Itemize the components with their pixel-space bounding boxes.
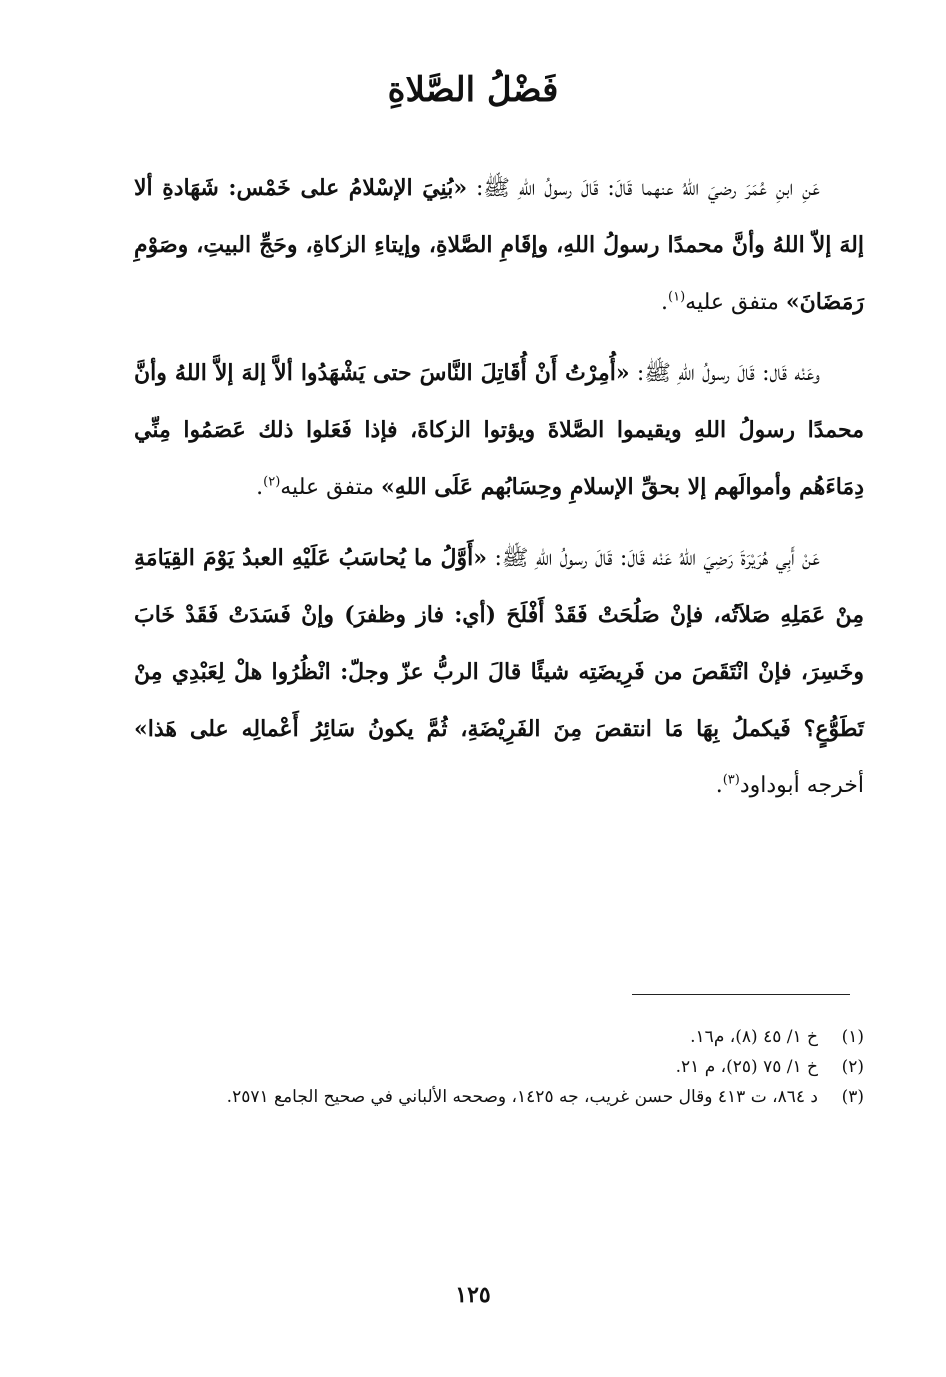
footnote-number: (٢): [841, 1057, 864, 1077]
hadith-quote: «أَوَّلُ ما يُحاسَبُ عَلَيْهِ العبدُ يَوْمَ القِيَامَةِ مِنْ عَمَلِهِ صَلاَتُه، فإنْ صَلُحَتْ فَقَدْ أَفْلَحَ (أي: فاز وظفرَ) وإنْ فَسَدَتْ فَقَدْ خَابَ وخَسِرَ، فإنْ انْتَقَصَ من فَرِيضَتِه شيئًا قالَ الربُّ عزّ وجلّ: انْظُرُوا هلْ لِعَبْدِي مِنْ تَطَوُّعٍ؟ فَيكملُ بِهَا مَا انتقصَ مِنَ الفَرِيْضَةِ، ثُمَّ يكونُ سَائِرُ أَعْمالِه على هَذا»: [134, 545, 864, 742]
footnote-item: [134, 1022, 864, 1052]
chapter-title: فَضْلُ الصَّلاةِ: [387, 70, 559, 110]
hadith-paragraph-2: [134, 345, 864, 516]
sentence-end: .: [661, 290, 669, 315]
hadith-paragraph-3: [134, 530, 864, 814]
footnote-reference: (١): [668, 289, 686, 305]
footnote-reference: (٢): [263, 474, 281, 490]
narration-intro: عَنْ أَبِي هُرَيْرَةَ رَضِيَ اللهُ عَنْه قَالَ: قَالَ رسولُ اللهِ ﷺ:: [487, 546, 820, 571]
sentence-end: .: [256, 475, 264, 500]
hadith-paragraph-1: [134, 160, 864, 331]
narration-intro: وعَنْه قَال: قَالَ رسولُ اللهِ ﷺ:: [629, 361, 820, 386]
hadith-source: متفق عليه: [685, 290, 786, 315]
footnote-item: [134, 1052, 864, 1082]
hadith-source: متفق عليه: [280, 475, 381, 500]
footnotes-section: [134, 1022, 864, 1112]
footnote-item: [134, 1082, 864, 1112]
narration-intro: عَنِ ابنِ عُمَرَ رضيَ اللهُ عنهما قَالَ: قَالَ رسولُ اللهِ ﷺ:: [467, 176, 821, 201]
footnote-number: (٣): [841, 1087, 864, 1107]
footnote-text: خ ١/ ٧٥ (٢٥)، م ٢١.: [675, 1057, 818, 1077]
footnote-number: (١): [841, 1027, 864, 1047]
footnote-text: خ ١/ ٤٥ (٨)، م١٦.: [690, 1027, 818, 1047]
body-text: [134, 160, 864, 828]
hadith-quote: «أُمِرْتُ أَنْ أُقَاتِلَ النَّاسَ حتى يَشْهَدُوا ألاَّ إلهَ إلاَّ اللهُ وأنَّ محمدًا رسولُ اللهِ ويقيموا الصَّلاةَ ويؤتوا الزكاةَ، فإذا فَعَلوا ذلك عَصَمُوا مِنِّي دِمَاءَهُم وأموالَهم إلا بحقِّ الإسلامِ وحِسَابُهم عَلَى اللهِ»: [134, 360, 864, 500]
footnote-reference: (٣): [722, 772, 740, 788]
sentence-end: .: [715, 773, 723, 798]
footnote-divider: [632, 994, 850, 995]
footnote-text: د ٨٦٤، ت ٤١٣ وقال حسن غريب، جه ١٤٢٥، وصححه الألباني في صحيح الجامع ٢٥٧١.: [226, 1087, 818, 1107]
hadith-source: أخرجه أبوداود: [739, 773, 864, 798]
page-number: ١٢٥: [455, 1282, 491, 1308]
hadith-quote: «بُنِيَ الإسْلامُ على خَمْس: شَهَادةِ ألا إلهَ إلاّ اللهُ وأنَّ محمدًا رسولُ اللهِ، وإقَامِ الصَّلاةِ، وإيتاءِ الزكاةِ، وحَجِّ البيتِ، وصَوْمِ رَمَضَانَ»: [134, 175, 864, 315]
